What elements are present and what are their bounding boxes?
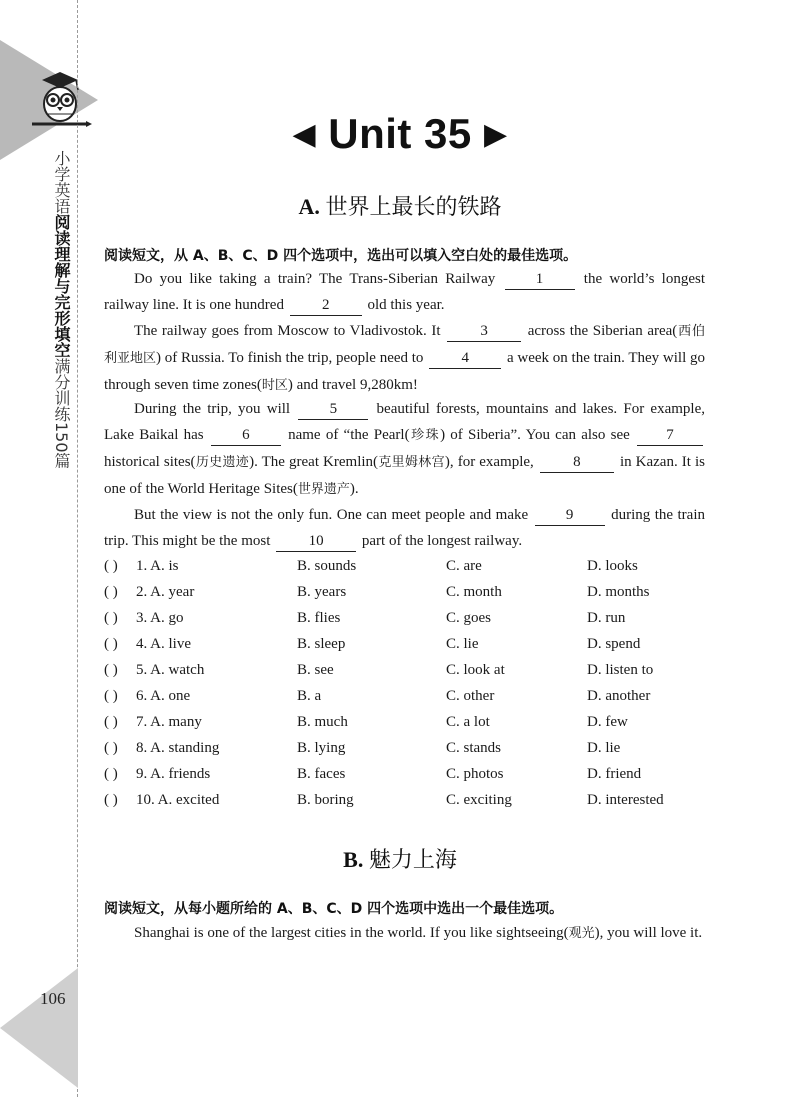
answer-blank: 5 (298, 401, 368, 420)
question-row (104, 740, 705, 766)
option-a: 10. A. excited (136, 792, 220, 808)
passage-paragraph: The railway goes from Moscow to Vladivostok. It 3 across the Siberian area(西伯利亚地区) of Russia. To finish the trip, people need to 4 a week on the train. They will go through seven time zones(时区) and travel 9,280km! (104, 323, 705, 393)
option-b: B. see (297, 662, 334, 678)
option-c: C. are (446, 558, 482, 574)
option-c: C. look at (446, 662, 505, 678)
answer-blank: 10 (276, 533, 356, 552)
option-c: C. lie (446, 636, 479, 652)
option-d: D. few (587, 714, 628, 730)
option-c: C. goes (446, 610, 491, 626)
option-c: C. exciting (446, 792, 512, 808)
option-c: C. month (446, 584, 502, 600)
margin-bottom-triangle (0, 968, 78, 1088)
option-b: B. much (297, 714, 348, 730)
option-b: B. sounds (297, 558, 357, 574)
answer-parentheses[interactable]: ( ) (104, 792, 118, 808)
option-c: C. stands (446, 740, 502, 756)
option-a: 3. A. go (136, 610, 184, 626)
option-a: 7. A. many (136, 714, 202, 730)
option-c: C. other (446, 688, 495, 704)
unit-title (0, 110, 800, 158)
question-row (104, 636, 705, 662)
answer-blank: 7 (637, 427, 703, 446)
option-b: B. years (297, 584, 347, 600)
question-row (104, 714, 705, 740)
option-b: B. lying (297, 740, 346, 756)
option-d: D. spend (587, 636, 641, 652)
option-b: B. sleep (297, 636, 346, 652)
answer-blank: 2 (290, 297, 362, 316)
option-d: D. friend (587, 766, 642, 782)
option-d: D. months (587, 584, 650, 600)
option-a: 4. A. live (136, 636, 191, 652)
option-b: B. a (297, 688, 322, 704)
answer-parentheses[interactable]: ( ) (104, 610, 118, 626)
section-b-title: B. 魅力上海 (343, 847, 457, 872)
answer-parentheses[interactable]: ( ) (104, 584, 118, 600)
option-a: 5. A. watch (136, 662, 205, 678)
option-b: B. boring (297, 792, 354, 808)
section-a-title: A. 世界上最长的铁路 (298, 194, 502, 219)
right-arrow-icon: ▶ (483, 118, 508, 151)
answer-parentheses[interactable]: ( ) (104, 740, 118, 756)
passage-paragraph: But the view is not the only fun. One can meet people and make 9 during the train trip. This might be the most 10 part of the longest railway. (104, 502, 705, 554)
option-a: 8. A. standing (136, 740, 220, 756)
option-d: D. lie (587, 740, 621, 756)
option-a: 9. A. friends (136, 766, 211, 782)
section-b-instruction: 阅读短文，从每小题所给的 A、B、C、D 四个选项中选出一个最佳选项。 (104, 901, 564, 917)
option-a: 1. A. is (136, 558, 179, 574)
answer-parentheses[interactable]: ( ) (104, 766, 118, 782)
answer-blank: 4 (429, 350, 501, 369)
answer-parentheses[interactable]: ( ) (104, 558, 118, 574)
margin-dashed-line (77, 0, 78, 1097)
question-row (104, 766, 705, 792)
option-d: D. looks (587, 558, 638, 574)
option-c: C. a lot (446, 714, 490, 730)
question-row (104, 662, 705, 688)
option-b: B. faces (297, 766, 346, 782)
passage-paragraph: During the trip, you will 5 beautiful forests, mountains and lakes. For example, Lake Baikal has 6 name of “the Pearl(珍珠) of Siberia”. You can also see 7 historical sites(历史遗迹). The great Kremlin(克里姆林宫), for example, 8 in Kazan. It is one of the World Heritage Sites(世界遗产). (104, 401, 706, 497)
question-row (104, 584, 705, 610)
passage-paragraph: Shanghai is one of the largest cities in the world. If you like sightseeing(观光), you will love it. (134, 925, 703, 941)
question-row (104, 610, 705, 636)
question-row (104, 558, 705, 584)
answer-blank: 9 (535, 507, 605, 526)
option-d: D. another (587, 688, 651, 704)
unit-title-text: Unit 35 (328, 110, 472, 157)
passage-paragraph: Do you like taking a train? The Trans-Siberian Railway 1 the world’s longest railway line. It is one hundred 2 old this year. (104, 266, 705, 318)
option-a: 2. A. year (136, 584, 195, 600)
page-number: 106 (40, 989, 66, 1008)
option-d: D. interested (587, 792, 664, 808)
left-arrow-icon: ◀ (292, 118, 317, 151)
answer-blank: 8 (540, 454, 614, 473)
answer-blank: 6 (211, 427, 281, 446)
book-title-spine: 小学英语阅读理解与完形填空满分训练150篇 (52, 150, 71, 469)
answer-parentheses[interactable]: ( ) (104, 662, 118, 678)
answer-blank: 3 (447, 323, 521, 342)
answer-parentheses[interactable]: ( ) (104, 688, 118, 704)
answer-parentheses[interactable]: ( ) (104, 714, 118, 730)
answer-parentheses[interactable]: ( ) (104, 636, 118, 652)
question-row (104, 792, 705, 818)
option-a: 6. A. one (136, 688, 191, 704)
question-row (104, 688, 705, 714)
answer-blank: 1 (505, 271, 575, 290)
option-c: C. photos (446, 766, 504, 782)
option-d: D. run (587, 610, 626, 626)
section-a-instruction: 阅读短文，从 A、B、C、D 四个选项中，选出可以填入空白处的最佳选项。 (104, 248, 578, 264)
option-b: B. flies (297, 610, 341, 626)
option-d: D. listen to (587, 662, 654, 678)
